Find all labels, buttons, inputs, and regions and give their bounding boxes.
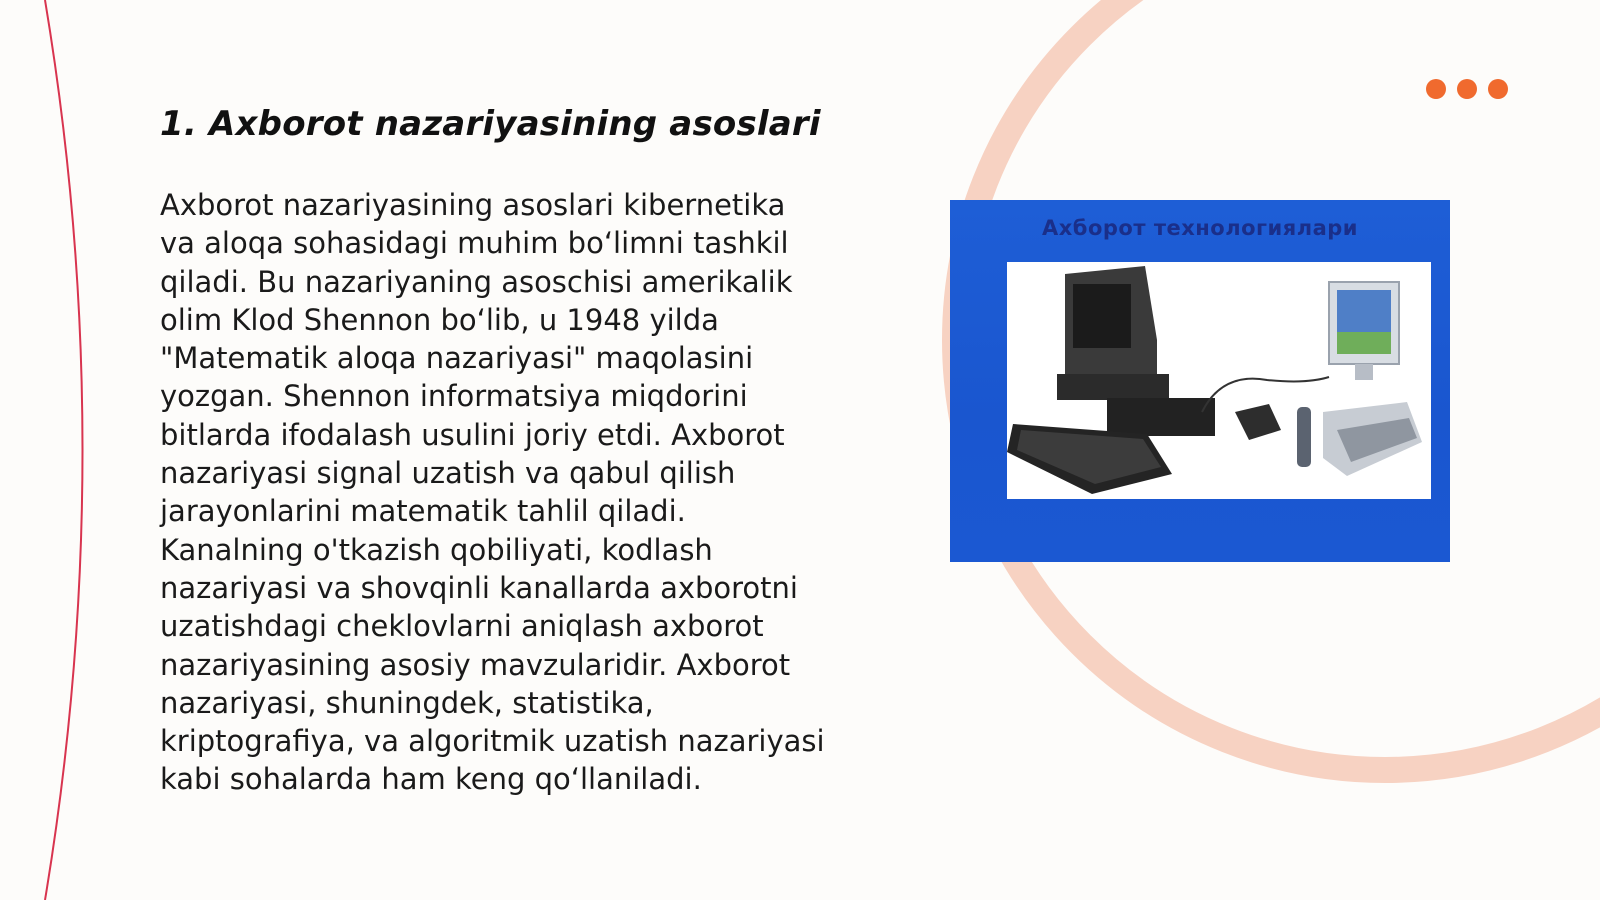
modem — [1235, 404, 1281, 440]
monitor-stand — [1355, 364, 1373, 380]
computer-equipment-photo — [1007, 262, 1431, 499]
cordless-phone — [1297, 407, 1311, 467]
slide-image — [950, 200, 1450, 562]
computer-illustration — [1007, 262, 1431, 499]
crt-base — [1057, 374, 1169, 400]
crt-screen — [1073, 284, 1131, 348]
more-dots-icon[interactable] — [1426, 79, 1508, 99]
slide-body-text: Axborot nazariyasining asoslari kibernetika va aloqa sohasidagi muhim bo‘limni tashkil qiladi. Bu nazariyaning asoschisi amerikalik olim Klod Shennon bo‘lib, u 1948 yilda "Matematik aloqa nazariyasi" maqolasini yozgan. Shennon informatsiya miqdorini bitlarda ifodalash usulini joriy etdi. Axborot nazariyasi signal uzatish va qabul qilish jarayonlarini matematik tahlil qiladi. Kanalning o'tkazish qobiliyati, kodlash nazariyasi va shovqinli kanallarda axborotni uzatishdagi cheklovlarni aniqlash axborot nazariyasining asosiy mavzularidir. Axborot nazariyasi, shuningdek, statistika, kriptografiya, va algoritmik uzatish nazariyasi kabi sohalarda ham keng qo‘llaniladi. — [160, 188, 825, 797]
dot-3 — [1488, 79, 1508, 99]
dot-2 — [1457, 79, 1477, 99]
desktop-unit — [1107, 398, 1215, 436]
slide-title: 1. Axborot nazariyasining asoslari — [160, 104, 821, 144]
left-accent-line — [45, 0, 83, 900]
image-caption: Ахборот технологиялари — [1041, 216, 1358, 240]
dot-1 — [1426, 79, 1446, 99]
